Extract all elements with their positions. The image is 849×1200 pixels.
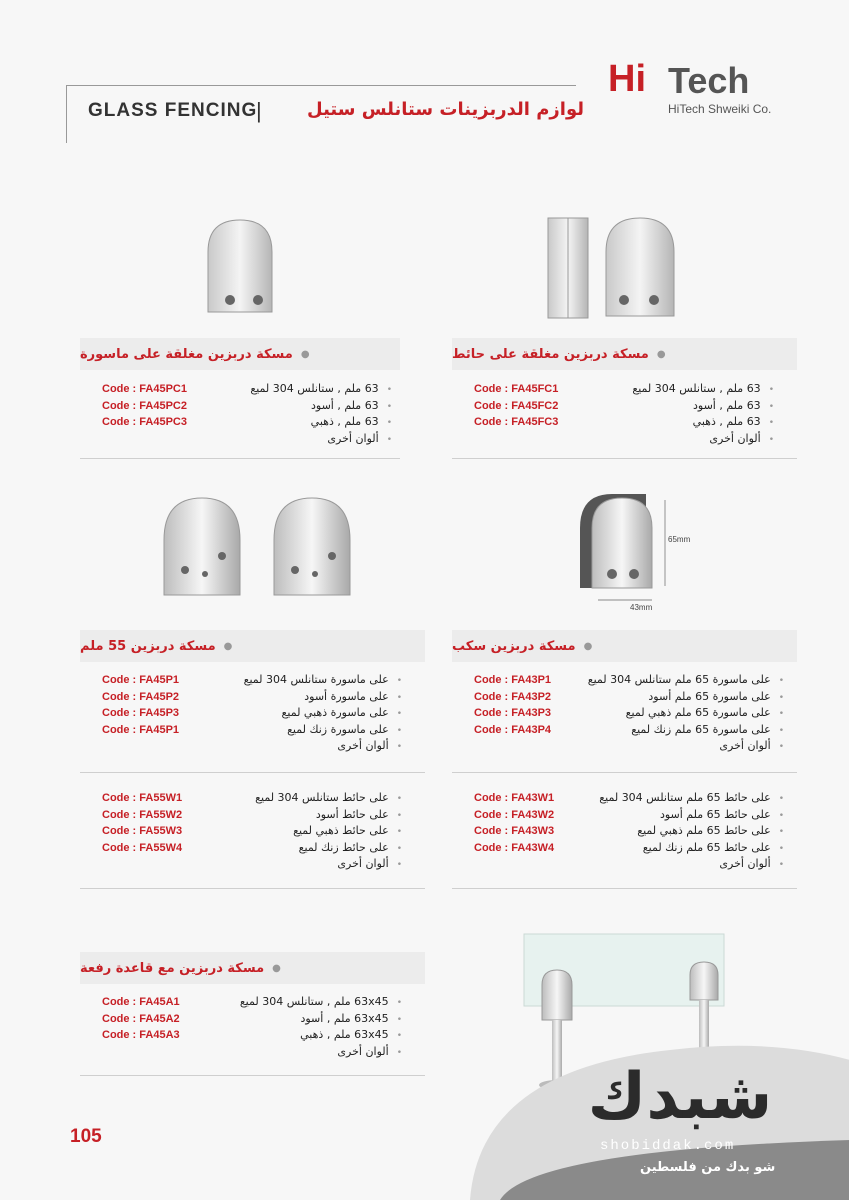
product-code: Code : FA55W3 <box>102 825 183 837</box>
product-code: Code : FA45P3 <box>102 707 180 719</box>
spec-list-pipe-closed <box>102 381 392 447</box>
pipe-clamp-image <box>200 212 290 322</box>
product-title-wall-closed <box>452 338 797 370</box>
bullet-icon: ● <box>272 962 281 974</box>
spec-description: • على حائط 65 ملم أسود <box>584 807 784 824</box>
product-code <box>474 738 584 755</box>
product-code <box>102 1044 212 1061</box>
spec-row <box>102 823 402 840</box>
product-code: Code : FA55W4 <box>102 841 183 854</box>
divider <box>80 772 425 773</box>
spec-row <box>474 856 784 873</box>
product-code: Code : FA45A3 <box>102 1029 180 1041</box>
spec-description: • على ماسورة 65 ملم زنك لميع <box>584 722 784 739</box>
product-code: Code : FA45PC3 <box>102 416 187 428</box>
spec-description: • 63 ملم , ذهبي <box>584 414 774 431</box>
spec-description: • ألوان أخرى <box>584 431 774 448</box>
spec-description: • ألوان أخرى <box>212 856 402 873</box>
product-code: Code : FA43P1 <box>474 674 552 686</box>
divider <box>80 458 400 459</box>
spec-row <box>102 738 402 755</box>
watermark-tagline: شو بدك من فلسطين <box>640 1160 776 1175</box>
spec-row <box>102 414 392 431</box>
product-title-text: مسكة دربزين مع قاعدة رفعة <box>80 960 265 976</box>
page-title-english: GLASS FENCING <box>88 100 258 121</box>
spec-list-raised-base <box>102 994 402 1060</box>
spec-description: • على ماسورة زنك لميع <box>212 722 402 739</box>
spec-description: • 63x45 ملم , ستانلس 304 لميع <box>212 994 402 1011</box>
spec-description: • على حائط ذهبي لميع <box>212 823 402 840</box>
bullet-icon: ● <box>223 640 233 652</box>
spec-row <box>102 722 402 739</box>
spec-description: • على ماسورة ذهبي لميع <box>212 705 402 722</box>
header-top-rule <box>66 85 576 86</box>
spec-list-wall-closed <box>474 381 774 447</box>
product-code: Code : FA45A2 <box>102 1012 180 1025</box>
product-code: Code : FA45FC1 <box>474 383 559 395</box>
spec-row <box>474 823 784 840</box>
product-code <box>102 738 212 755</box>
logo-tech-text: Tech <box>668 60 750 101</box>
spec-description: • ألوان أخرى <box>212 431 392 448</box>
product-title-text: مسكة دربزين 55 ملم <box>80 638 216 654</box>
spec-row <box>474 840 784 857</box>
spec-description: • 63x45 ملم , ذهبي <box>212 1027 402 1044</box>
spec-row <box>474 431 774 448</box>
spec-row <box>474 381 774 398</box>
page-title-arabic: لوازم الدربزينات ستانلس ستيل <box>307 99 584 120</box>
spec-description: • 63 ملم , أسود <box>212 398 392 415</box>
title-separator: | <box>256 98 262 123</box>
product-code: Code : FA45FC2 <box>474 399 559 412</box>
product-code <box>102 431 212 448</box>
spec-list-55mm-wall <box>102 790 402 873</box>
logo-hi-text: Hi <box>608 58 646 100</box>
spec-description: • 63 ملم , ستانلس 304 لميع <box>584 381 774 398</box>
spec-description: • 63 ملم , ذهبي <box>212 414 392 431</box>
product-code: Code : FA43W3 <box>474 825 555 837</box>
spec-description: • 63 ملم , ستانلس 304 لميع <box>212 381 392 398</box>
spec-description: • 63 ملم , أسود <box>584 398 774 415</box>
spec-row <box>474 738 784 755</box>
product-code: Code : FA55W1 <box>102 792 183 804</box>
product-code <box>474 431 584 448</box>
divider <box>452 888 797 889</box>
product-code: Code : FA43W2 <box>474 808 555 821</box>
logo-company-name: HiTech Shweiki Co. <box>668 102 772 116</box>
product-code: Code : FA45P1 <box>102 723 180 736</box>
spec-row <box>102 1044 402 1061</box>
product-code: Code : FA45P1 <box>102 674 180 686</box>
spec-description: • ألوان أخرى <box>212 1044 402 1061</box>
spec-row <box>102 705 402 722</box>
spec-row <box>102 672 402 689</box>
product-code: Code : FA45FC3 <box>474 416 559 428</box>
spec-row <box>102 1011 402 1028</box>
product-code: Code : FA43W4 <box>474 841 555 854</box>
spec-description: • ألوان أخرى <box>584 738 784 755</box>
spec-row <box>474 398 774 415</box>
product-title-raised-base <box>80 952 425 984</box>
bullet-icon: ● <box>583 640 593 652</box>
spec-row <box>102 807 402 824</box>
bullet-icon: ● <box>300 348 310 360</box>
spec-description: • على حائط ستانلس 304 لميع <box>212 790 402 807</box>
product-code <box>474 856 584 873</box>
divider <box>452 458 797 459</box>
product-title-text: مسكة دربزين مغلقة على ماسورة <box>80 346 293 362</box>
product-code: Code : FA45PC2 <box>102 399 187 412</box>
spec-row <box>102 1027 402 1044</box>
product-code: Code : FA45PC1 <box>102 383 187 395</box>
spec-description: • على حائط 65 ملم ستانلس 304 لميع <box>584 790 784 807</box>
watermark-url: shobiddak.com <box>600 1138 736 1154</box>
spec-row <box>474 722 784 739</box>
spec-description: • على ماسورة ستانلس 304 لميع <box>212 672 402 689</box>
dimension-width-label: 43mm <box>630 603 653 612</box>
spec-description: • 63x45 ملم , أسود <box>212 1011 402 1028</box>
product-title-pipe-closed <box>80 338 400 370</box>
spec-row <box>474 705 784 722</box>
spec-row <box>102 381 392 398</box>
spec-list-sakab-wall <box>474 790 784 873</box>
page-number: 105 <box>70 1126 102 1147</box>
product-code: Code : FA43P2 <box>474 690 552 703</box>
spec-description: • على ماسورة 65 ملم أسود <box>584 689 784 706</box>
spec-list-55mm-pipe <box>102 672 402 755</box>
header-left-rule <box>66 85 67 143</box>
divider <box>80 1075 425 1076</box>
spec-row <box>102 431 392 448</box>
divider <box>80 888 425 889</box>
spec-row <box>102 994 402 1011</box>
spec-description: • ألوان أخرى <box>212 738 402 755</box>
spec-list-sakab-pipe <box>474 672 784 755</box>
spec-row <box>474 414 774 431</box>
spec-row <box>102 398 392 415</box>
product-title-sakab <box>452 630 797 662</box>
product-code: Code : FA43W1 <box>474 792 555 804</box>
product-code: Code : FA43P3 <box>474 707 552 719</box>
dimension-height-label: 65mm <box>668 535 691 544</box>
spec-description: • على حائط زنك لميع <box>212 840 402 857</box>
clamp-55mm-image <box>150 490 370 605</box>
spec-description: • على حائط 65 ملم ذهبي لميع <box>584 823 784 840</box>
wall-clamp-image <box>544 212 684 322</box>
product-code: Code : FA43P4 <box>474 723 552 736</box>
spec-row <box>474 689 784 706</box>
spec-row <box>474 790 784 807</box>
product-code: Code : FA55W2 <box>102 808 183 821</box>
divider <box>452 772 797 773</box>
spec-description: • على ماسورة 65 ملم ذهبي لميع <box>584 705 784 722</box>
spec-description: • على ماسورة أسود <box>212 689 402 706</box>
product-title-text: مسكة دربزين سكب <box>452 638 576 654</box>
product-title-text: مسكة دربزين مغلقة على حائط <box>452 346 649 362</box>
spec-row <box>474 807 784 824</box>
spec-description: • على ماسورة 65 ملم ستانلس 304 لميع <box>584 672 784 689</box>
product-title-55mm <box>80 630 425 662</box>
spec-description: • ألوان أخرى <box>584 856 784 873</box>
bullet-icon: ● <box>656 348 666 360</box>
spec-row <box>102 790 402 807</box>
spec-row <box>474 672 784 689</box>
watermark-brand: شبدك <box>587 1060 773 1134</box>
product-code: Code : FA45A1 <box>102 996 180 1008</box>
spec-row <box>102 856 402 873</box>
spec-row <box>102 840 402 857</box>
hitech-logo <box>608 58 788 122</box>
spec-row <box>102 689 402 706</box>
sakab-clamp-image <box>570 488 700 613</box>
product-code <box>102 856 212 873</box>
spec-description: • على حائط أسود <box>212 807 402 824</box>
product-code: Code : FA45P2 <box>102 690 180 703</box>
spec-description: • على حائط 65 ملم زنك لميع <box>584 840 784 857</box>
